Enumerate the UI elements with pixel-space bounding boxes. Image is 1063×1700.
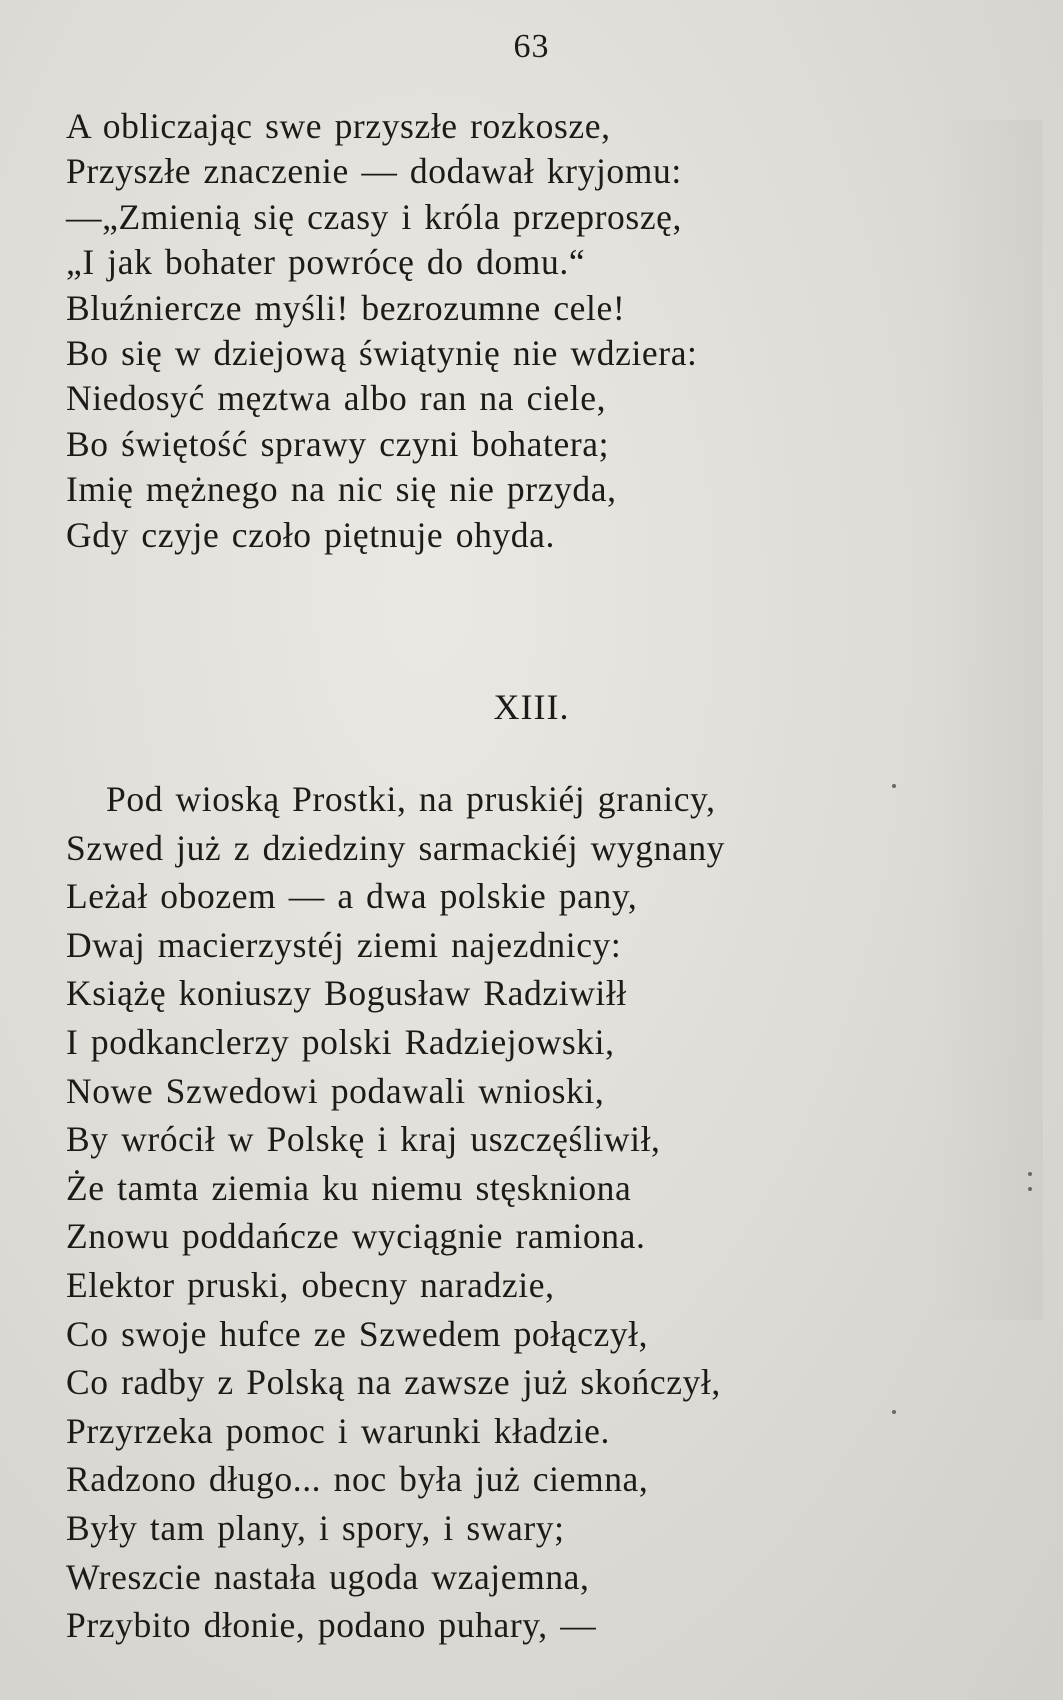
verse-line: Bo się w dziejową świątynię nie wdziera: bbox=[66, 332, 698, 373]
verse-line: Co swoje hufce ze Szwedem połączył, bbox=[66, 1313, 649, 1354]
verse-line: Co radby z Polską na zawsze już skończył, bbox=[66, 1362, 721, 1403]
verse-line: Szwed już z dziedziny sarmackiéj wygnany bbox=[66, 827, 726, 868]
verse-line: Bluźniercze myśli! bezrozumne cele! bbox=[66, 287, 626, 328]
verse-line: Niedosyć męztwa albo ran na ciele, bbox=[66, 378, 607, 419]
verse-line: Gdy czyje czoło piętnuje ohyda. bbox=[66, 514, 555, 555]
verse-line: Przyszłe znaczenie — dodawał kryjomu: bbox=[66, 151, 682, 192]
ink-speck bbox=[1028, 1187, 1032, 1191]
verse-line: Przyrzeka pomoc i warunki kładzie. bbox=[66, 1410, 610, 1451]
stanza-1 bbox=[66, 104, 698, 558]
verse-line: Imię mężnego na nic się nie przyda, bbox=[66, 469, 617, 510]
verse-line: A obliczając swe przyszłe rozkosze, bbox=[66, 106, 611, 146]
verse-line: —„Zmienią się czasy i króla przeproszę, bbox=[66, 196, 683, 237]
verse-line: Wreszcie nastała ugoda wzajemna, bbox=[66, 1556, 590, 1597]
ink-speck bbox=[1028, 1172, 1032, 1176]
verse-line: Radzono długo... noc była już ciemna, bbox=[66, 1459, 649, 1500]
stanza-2 bbox=[66, 775, 725, 1650]
verse-line: Że tamta ziemia ku niemu stęskniona bbox=[66, 1167, 632, 1208]
verse-line: „I jak bohater powrócę do domu.“ bbox=[66, 242, 586, 283]
ink-speck bbox=[892, 784, 896, 788]
verse-line: Pod wioską Prostki, na pruskiéj granicy, bbox=[106, 779, 716, 819]
verse-line: Były tam plany, i spory, i swary; bbox=[66, 1507, 565, 1548]
verse-line: Książę koniuszy Bogusław Radziwiłł bbox=[66, 973, 627, 1014]
verse-line: Znowu poddańcze wyciągnie ramiona. bbox=[66, 1216, 646, 1257]
verse-line: Przybito dłonie, podano puhary, — bbox=[66, 1605, 597, 1646]
verse-line: I podkanclerzy polski Radziejowski, bbox=[66, 1021, 615, 1062]
verse-line: Elektor pruski, obecny naradzie, bbox=[66, 1264, 555, 1305]
verse-line: Dwaj macierzystéj ziemi najezdnicy: bbox=[66, 924, 622, 965]
verse-line: By wrócił w Polskę i kraj uszczęśliwił, bbox=[66, 1119, 661, 1160]
page-number: 63 bbox=[513, 28, 550, 65]
verse-line: Nowe Szwedowi podawali wnioski, bbox=[66, 1070, 605, 1111]
ink-speck bbox=[892, 1410, 896, 1414]
section-heading: XIII. bbox=[493, 687, 570, 727]
verse-line: Leżał obozem — a dwa polskie pany, bbox=[66, 876, 638, 917]
verse-line: Bo świętość sprawy czyni bohatera; bbox=[66, 423, 610, 464]
